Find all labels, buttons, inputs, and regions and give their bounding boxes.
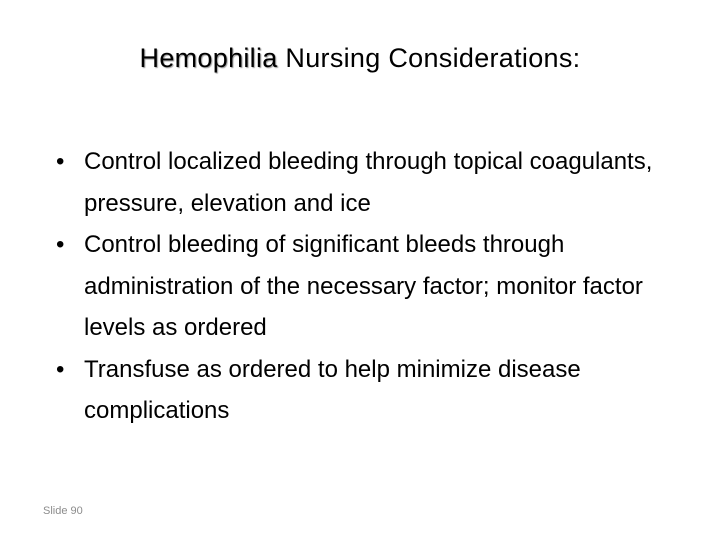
bullet-marker: • <box>56 231 65 258</box>
bullet-text: Control localized bleeding through topical coagulants, pressure, elevation and ice <box>84 148 653 217</box>
bullet-text: Control bleeding of significant bleeds through administration of the necessary factor; monitor factor levels as ordered <box>84 231 643 341</box>
bullet-item <box>56 141 706 224</box>
slide-title-keyword: Hemophilia <box>139 43 278 73</box>
slide-title <box>0 38 720 78</box>
slide-number: Slide 90 <box>43 505 83 517</box>
bullet-marker: • <box>56 148 65 175</box>
bullet-list <box>56 141 706 432</box>
slide-title-rest: Nursing Considerations: <box>277 43 581 73</box>
bullet-marker: • <box>56 355 65 383</box>
bullet-item <box>56 349 706 432</box>
bullet-text: Transfuse as ordered to help minimize disease complications <box>84 355 581 424</box>
bullet-item <box>56 224 706 349</box>
